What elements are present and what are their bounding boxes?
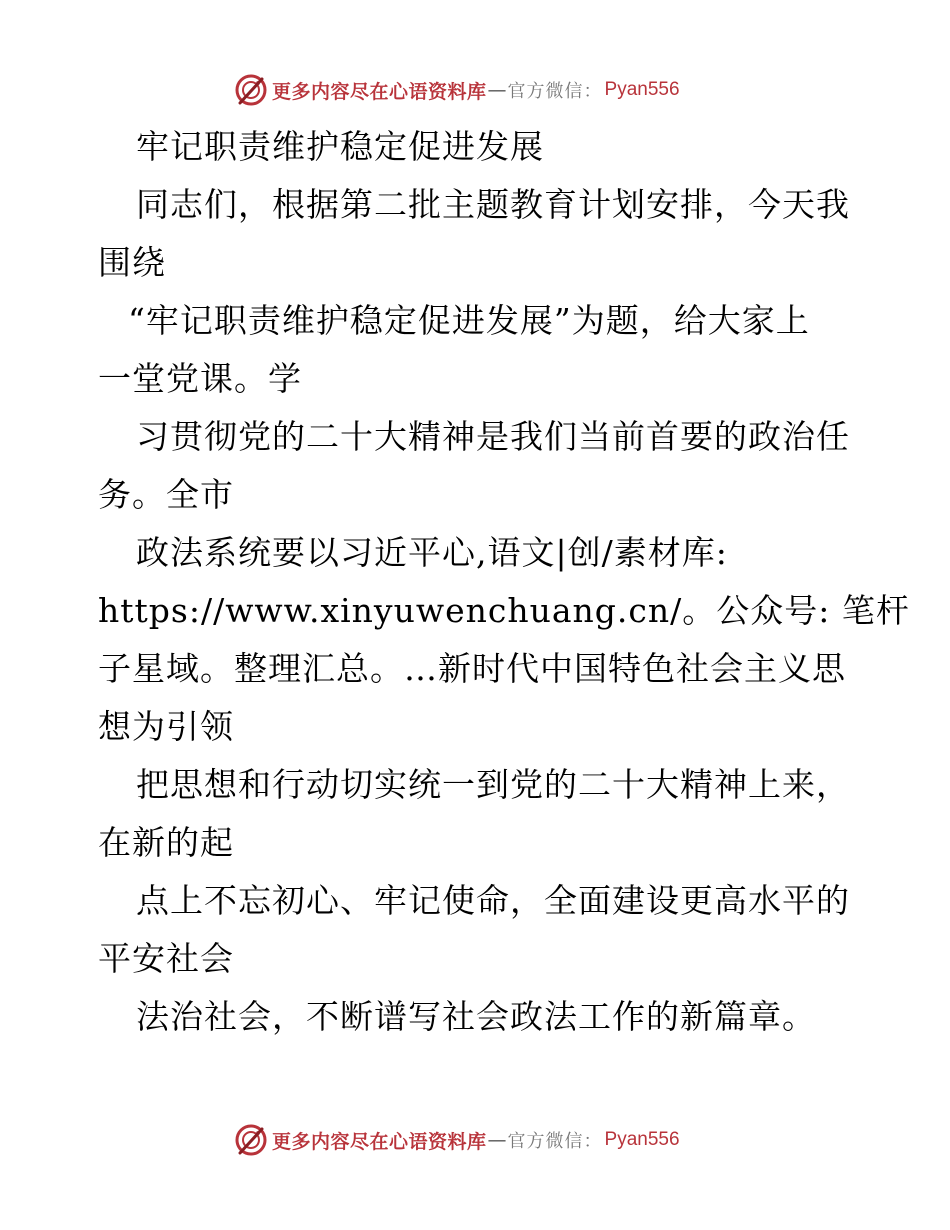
doc-line: 在新的起 <box>98 823 234 862</box>
doc-title-line: 牢记职责维护稳定促进发展 <box>136 127 544 166</box>
doc-line: 政法系统要以习近平心,语文|创/素材库: <box>136 533 728 572</box>
pen-logo-icon <box>234 73 268 107</box>
doc-line: 平安社会 <box>98 939 234 978</box>
doc-line: 一堂党课。学 <box>98 359 302 398</box>
doc-line: https://www.xinyuwenchuang.cn/。公众号: 笔杆 <box>98 591 910 630</box>
doc-line: 同志们，根据第二批主题教育计划安排，今天我 <box>136 185 850 224</box>
doc-line: 点上不忘初心、牢记使命，全面建设更高水平的 <box>136 881 850 920</box>
doc-line: 法治社会，不断谱写社会政法工作的新篇章。 <box>136 997 816 1036</box>
doc-line: “牢记职责维护稳定促进发展”为题，给大家上 <box>128 301 810 340</box>
document-body <box>98 118 910 1046</box>
doc-line: 把思想和行动切实统一到党的二十大精神上来， <box>136 765 850 804</box>
header-watermark-banner <box>0 70 950 110</box>
banner-dash: — <box>487 79 507 101</box>
doc-line: 想为引领 <box>98 707 234 746</box>
doc-line: 子星域。整理汇总。…新时代中国特色社会主义思 <box>98 649 846 688</box>
banner-wechat-id: Pyan556 <box>604 1129 680 1150</box>
doc-line: 习贯彻党的二十大精神是我们当前首要的政治任 <box>136 417 850 456</box>
banner-title: 更多内容尽在心语资料库 <box>272 1130 487 1153</box>
banner-dash: — <box>487 1129 507 1151</box>
doc-line: 务。全市 <box>98 475 234 514</box>
banner-wechat-label: 官方微信： <box>507 81 603 102</box>
banner-wechat-id: Pyan556 <box>604 79 680 100</box>
doc-line: 围绕 <box>98 243 166 282</box>
banner-wechat-label: 官方微信： <box>507 1131 603 1152</box>
pen-logo-icon <box>234 1123 268 1157</box>
banner-title: 更多内容尽在心语资料库 <box>272 80 487 103</box>
footer-watermark-banner <box>0 1120 950 1160</box>
